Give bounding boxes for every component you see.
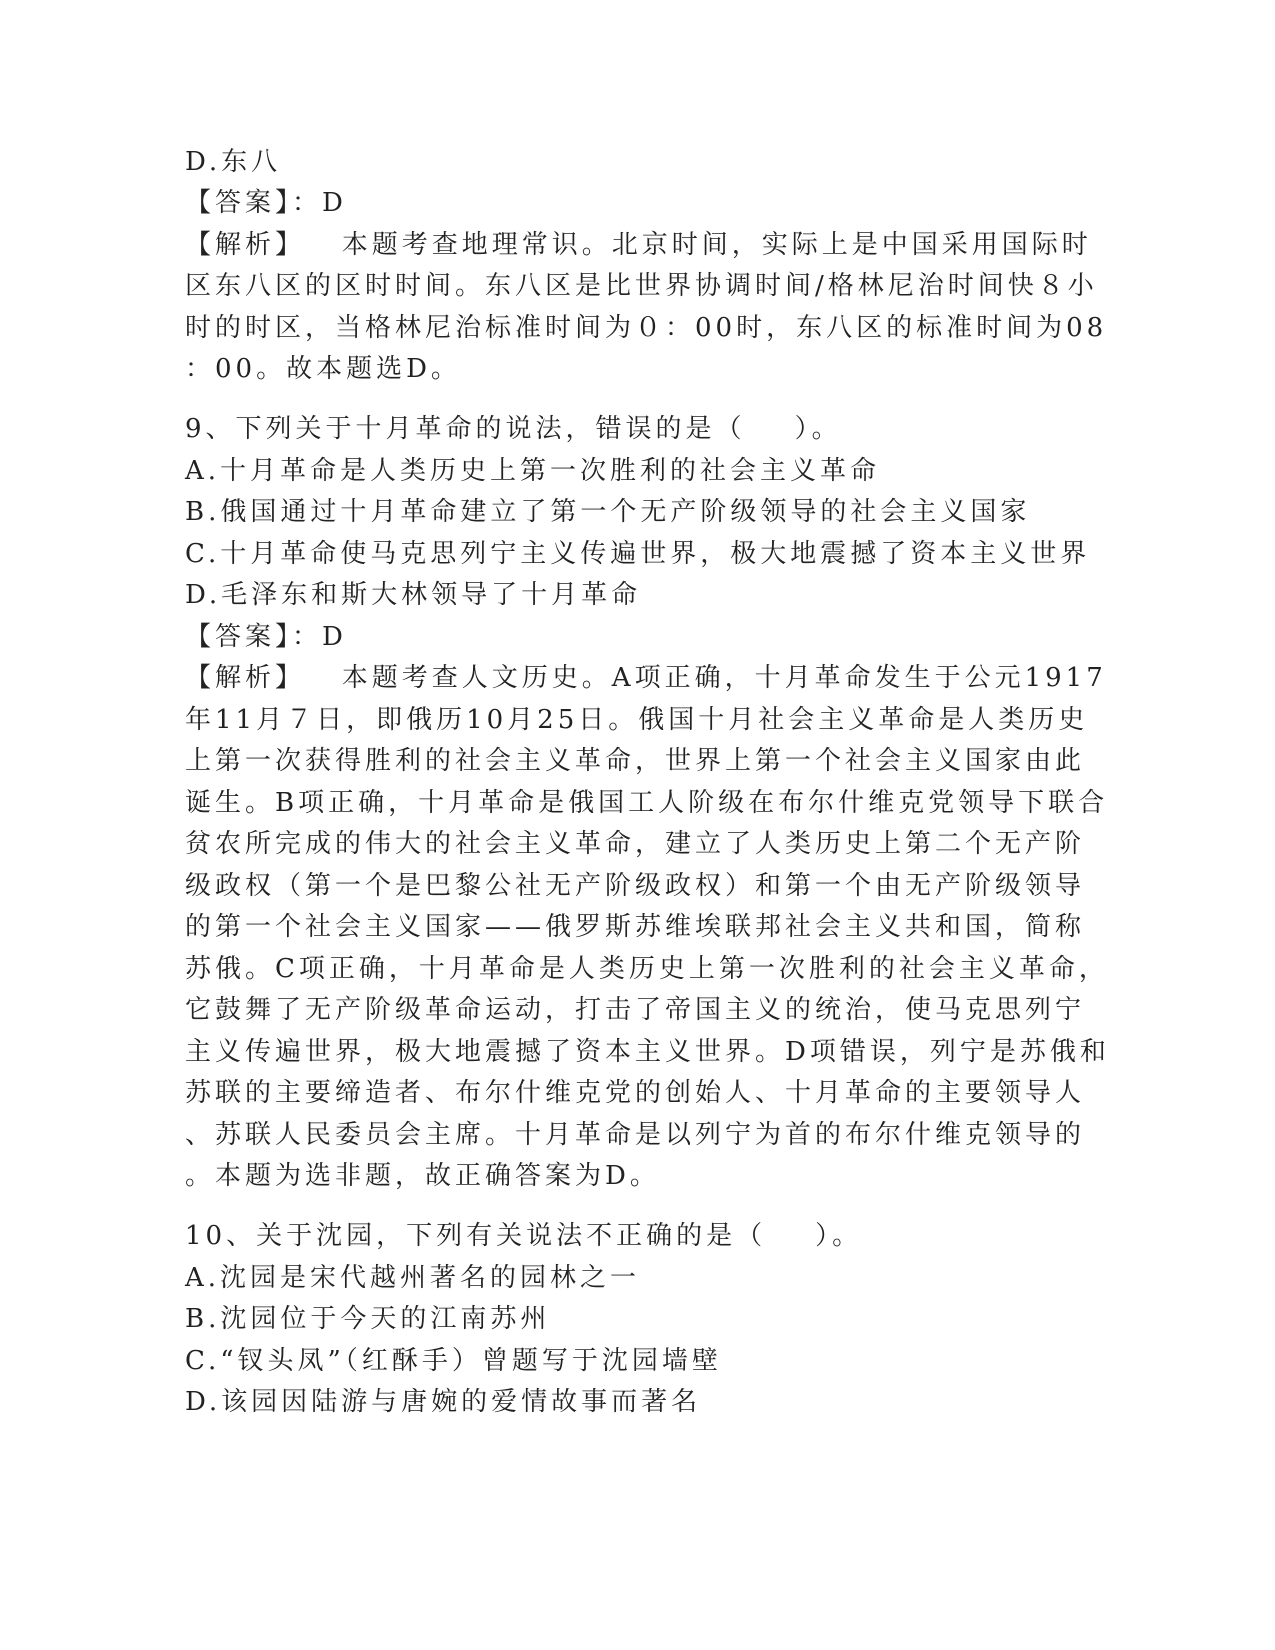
q10-stem: 10、关于沈园，下列有关说法不正确的是（ ）。 bbox=[185, 1221, 863, 1251]
q10-option-d: D.该园因陆游与唐婉的爱情故事而著名 bbox=[185, 1387, 702, 1417]
q8-analysis-line: 时的时区，当格林尼治标准时间为０：00时，东八区的标准时间为08 bbox=[185, 313, 1108, 343]
q9-answer: 【答案】：D bbox=[185, 622, 347, 652]
q10-option-b: B.沈园位于今天的江南苏州 bbox=[185, 1304, 551, 1334]
q8-option-d: D.东八 bbox=[185, 147, 282, 177]
q9-option-b: B.俄国通过十月革命建立了第一个无产阶级领导的社会主义国家 bbox=[185, 497, 1031, 527]
q9-analysis-line: 它鼓舞了无产阶级革命运动，打击了帝国主义的统治，使马克思列宁 bbox=[185, 995, 1086, 1025]
q10-option-c: C.“钗头凤”（红酥手）曾题写于沈园墙壁 bbox=[185, 1346, 722, 1376]
q8-analysis-line: ：00。故本题选D。 bbox=[185, 354, 461, 384]
q9-analysis-line: 的第一个社会主义国家——俄罗斯苏维埃联邦社会主义共和国，简称 bbox=[185, 912, 1086, 942]
q9-analysis-line: 苏联的主要缔造者、布尔什维克党的创始人、十月革命的主要领导人 bbox=[185, 1078, 1086, 1108]
q9-analysis-line: 、苏联人民委员会主席。十月革命是以列宁为首的布尔什维克领导的 bbox=[185, 1120, 1086, 1150]
q9-analysis-line: 主义传遍世界，极大地震撼了资本主义世界。D项错误，列宁是苏俄和 bbox=[185, 1037, 1110, 1067]
q9-analysis-line: 贫农所完成的伟大的社会主义革命，建立了人类历史上第二个无产阶 bbox=[185, 829, 1086, 859]
q9-analysis-line: 级政权（第一个是巴黎公社无产阶级政权）和第一个由无产阶级领导 bbox=[185, 871, 1086, 901]
q9-option-d: D.毛泽东和斯大林领导了十月革命 bbox=[185, 580, 642, 610]
q9-analysis-line: 上第一次获得胜利的社会主义革命，世界上第一个社会主义国家由此 bbox=[185, 746, 1086, 776]
q9-analysis-line: 诞生。B项正确，十月革命是俄国工人阶级在布尔什维克党领导下联合 bbox=[185, 788, 1109, 818]
q9-analysis-line: 。本题为选非题，故正确答案为D。 bbox=[185, 1161, 660, 1191]
q10-option-a: A.沈园是宋代越州著名的园林之一 bbox=[185, 1263, 641, 1293]
q9-analysis-line: 苏俄。C项正确，十月革命是人类历史上第一次胜利的社会主义革命， bbox=[185, 954, 1109, 984]
q9-analysis-line: 年11月７日，即俄历10月25日。俄国十月社会主义革命是人类历史 bbox=[185, 705, 1089, 735]
q9-analysis-line: 【解析】 本题考查人文历史。A项正确，十月革命发生于公元1917 bbox=[185, 663, 1107, 693]
q8-answer: 【答案】：D bbox=[185, 188, 347, 218]
q9-option-c: C.十月革命使马克思列宁主义传遍世界，极大地震撼了资本主义世界 bbox=[185, 539, 1091, 569]
q8-analysis-line: 【解析】 本题考查地理常识。北京时间，实际上是中国采用国际时 bbox=[185, 230, 1092, 260]
q9-option-a: A.十月革命是人类历史上第一次胜利的社会主义革命 bbox=[185, 456, 881, 486]
q8-analysis-line: 区东八区的区时时间。东八区是比世界协调时间/格林尼治时间快８小 bbox=[185, 271, 1098, 301]
q9-stem: 9、下列关于十月革命的说法，错误的是（ ）。 bbox=[185, 414, 842, 444]
